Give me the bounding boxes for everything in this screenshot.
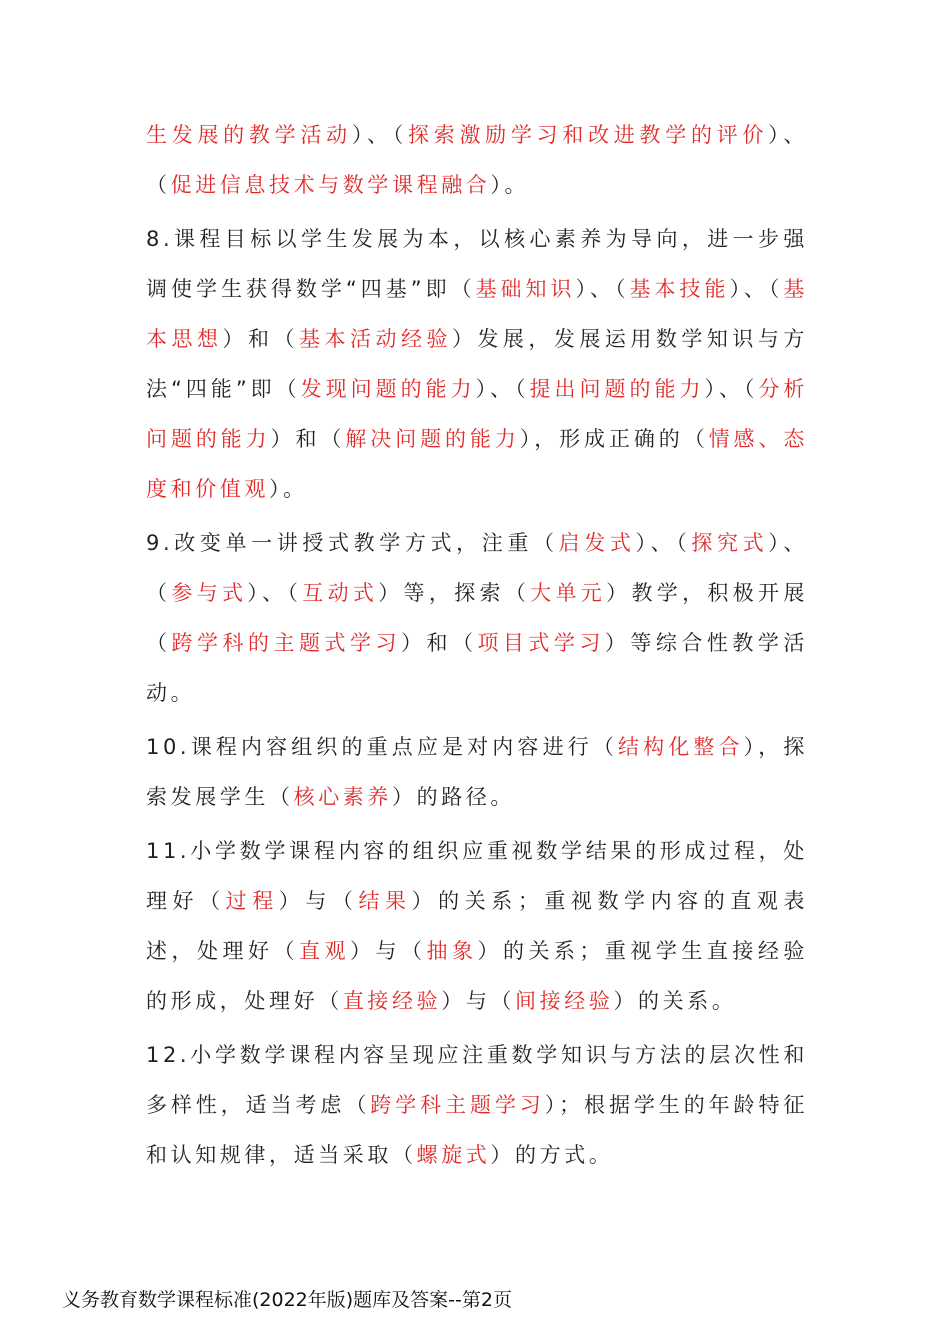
question-paragraph <box>146 826 808 1026</box>
question-paragraph <box>146 518 808 718</box>
question-text: ）和（ <box>400 631 478 655</box>
question-text: ）、（ <box>475 377 530 401</box>
question-text: ）。 <box>269 477 308 501</box>
answer-text: 基本技能 <box>629 277 730 301</box>
answer-text: 基本思想 <box>146 277 809 351</box>
answer-text: 直接经验 <box>342 989 442 1013</box>
question-text: 8.课程目标以学生发展为本，以核心素养为导向，进一步强调使学生获得数学“四基”即（ <box>146 227 808 301</box>
answer-text: 过程 <box>225 889 279 913</box>
question-text: 11.小学数学课程内容的组织应重视数学结果的形成过程，处理好（ <box>146 839 808 913</box>
question-text: ）的关系；重视学生直接经验的形成，处理好（ <box>146 939 808 1013</box>
answer-text: 解决问题的能力 <box>345 427 520 451</box>
answer-text: 发现问题的能力 <box>300 377 476 401</box>
question-text: ）与（ <box>349 939 427 963</box>
question-text: ）、（ <box>247 581 303 605</box>
answer-text: 促进信息技术与数学课程融合 <box>170 173 491 197</box>
answer-text: 提出问题的能力 <box>529 377 705 401</box>
question-text: 9.改变单一讲授式教学方式，注重（ <box>146 531 559 555</box>
page-footer: 义务教育数学课程标准(2022年版)题库及答案--第2页 <box>62 1289 512 1311</box>
question-paragraph <box>146 214 808 514</box>
answer-text: 情感、态度和价值观 <box>146 427 808 501</box>
answer-text: 抽象 <box>426 939 478 963</box>
question-text: ）的关系；重视数学内容的直观表述，处理好（ <box>146 889 808 963</box>
answer-text: 互动式 <box>302 581 379 605</box>
answer-text: 参与式 <box>171 581 248 605</box>
answer-text: 结构化整合 <box>617 735 744 759</box>
answer-text: 跨学科主题学习 <box>370 1093 545 1117</box>
answer-text: 螺旋式 <box>416 1143 491 1167</box>
question-text: ）的路径。 <box>392 785 516 809</box>
question-text: ）、（ <box>635 531 692 555</box>
question-text: ）、（ <box>575 277 630 301</box>
question-text: 12.小学数学课程内容呈现应注重数学知识与方法的层次性和多样性，适当考虑（ <box>146 1043 808 1117</box>
answer-text: 探索激励学习和改进教学的评价 <box>408 123 769 147</box>
question-text: ）、（ <box>729 277 784 301</box>
answer-text: 跨学科的主题式学习 <box>171 631 401 655</box>
question-text: ）。 <box>490 173 530 197</box>
question-text: ）和（ <box>222 327 299 351</box>
question-paragraph <box>146 1030 808 1180</box>
answer-text: 核心素养 <box>293 785 393 809</box>
answer-text: 大单元 <box>530 581 607 605</box>
answer-text: 项目式学习 <box>477 631 605 655</box>
answer-text: 分析问题的能力 <box>146 377 809 451</box>
question-text: ）、（ <box>351 123 408 147</box>
answer-text: 结果 <box>358 889 412 913</box>
question-text: ），探索发展学生（ <box>146 735 808 809</box>
question-text: ），形成正确的（ <box>519 427 709 451</box>
question-text: ）、（ <box>146 123 808 197</box>
question-text: ）等，探索（ <box>378 581 531 605</box>
answer-text: 基础知识 <box>475 277 576 301</box>
question-text: ）教学，积极开展（ <box>146 581 808 655</box>
answer-text: 基本活动经验 <box>298 327 452 351</box>
question-text: ）的关系。 <box>613 989 737 1013</box>
answer-text: 启发式 <box>558 531 636 555</box>
answer-text: 间接经验 <box>515 989 614 1013</box>
question-text: ）等综合性教学活动。 <box>146 631 808 705</box>
question-paragraph <box>146 110 808 210</box>
answer-text: 直观 <box>298 939 350 963</box>
question-text: ）和（ <box>270 427 346 451</box>
answer-text: 生发展的教学活动 <box>146 123 352 147</box>
question-text: ）的方式。 <box>490 1143 614 1167</box>
question-text: ）发展，发展运用数学知识与方法“四能”即（ <box>146 327 808 401</box>
question-text: ）与（ <box>278 889 359 913</box>
question-text: ）、（ <box>146 531 808 605</box>
answer-text: 探究式 <box>691 531 769 555</box>
page-body <box>146 110 808 1184</box>
question-text: ）；根据学生的年龄特征和认知规律，适当采取（ <box>146 1093 808 1167</box>
question-text: ）、（ <box>704 377 759 401</box>
question-text: 10.课程内容组织的重点应是对内容进行（ <box>146 735 618 759</box>
question-paragraph <box>146 722 808 822</box>
question-text: ）与（ <box>441 989 516 1013</box>
